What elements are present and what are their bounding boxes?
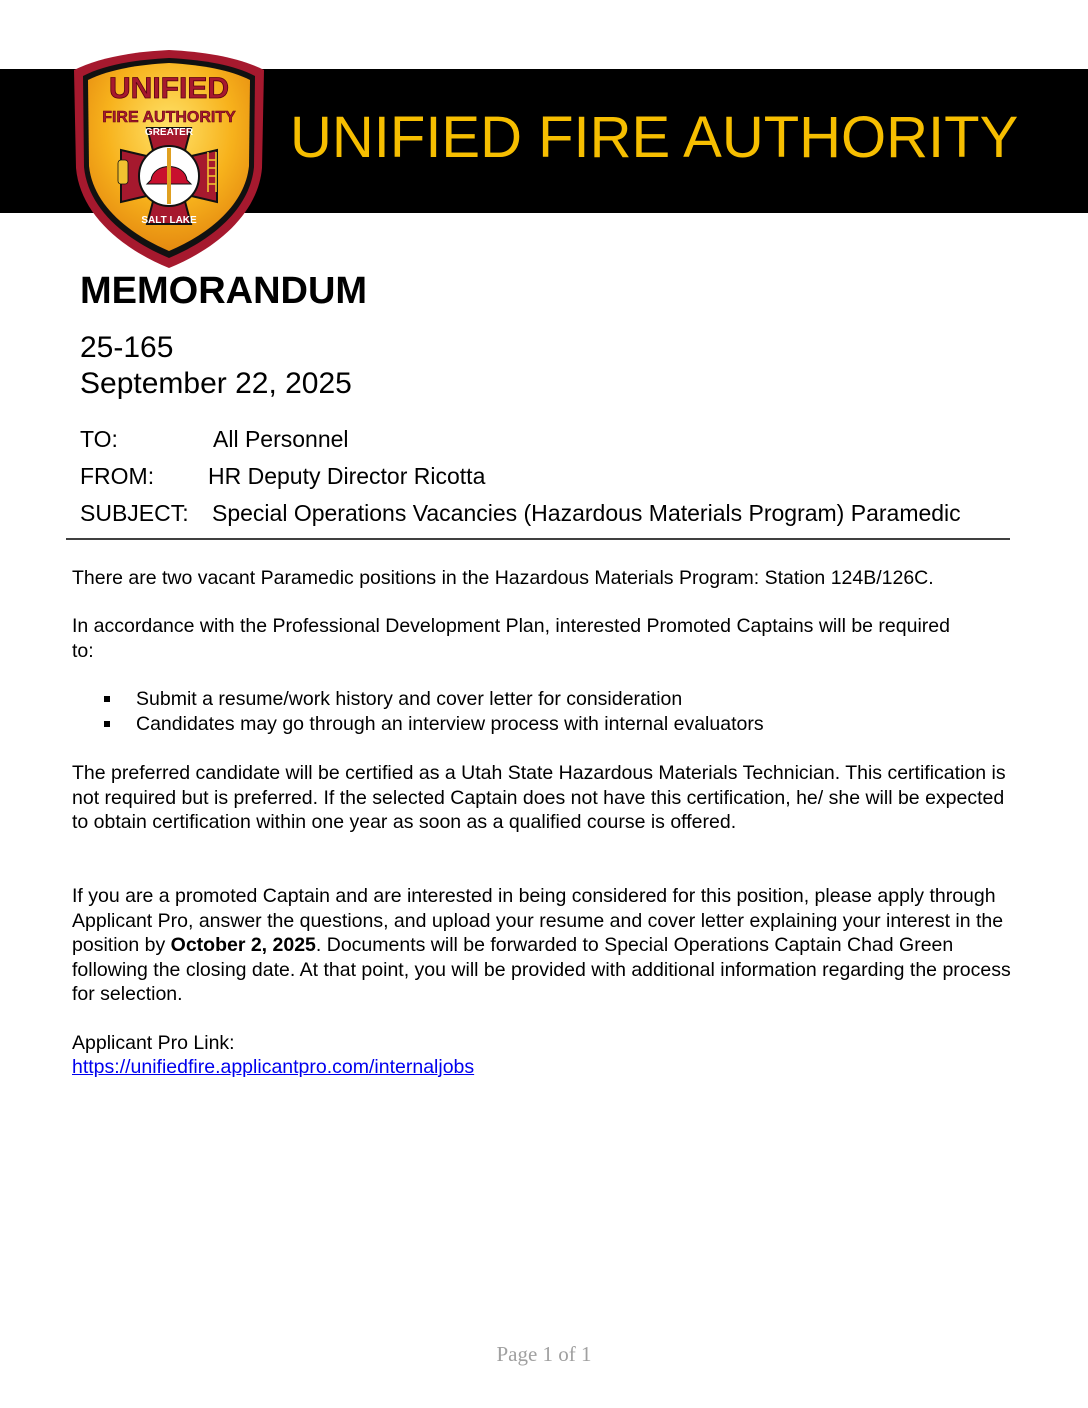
crest-text-upper: GREATER [144,127,194,138]
bullet-icon [104,721,110,727]
list-item [104,687,764,712]
memo-title: MEMORANDUM [80,270,368,312]
ufa-crest-logo [70,48,268,270]
application-text-end: . Documents will be forwarded to Special Operations Captain Chad Green following the closing date. At that point, you will be provided with additional information regarding the process for selection. [72,934,1011,1005]
from-value: HR Deputy Director Ricotta [208,463,486,489]
deadline-date: October 2, 2025 [170,934,316,956]
subject-label: SUBJECT: [80,500,189,526]
from-label: FROM: [80,463,155,489]
list-item-text: Submit a resume/work history and cover letter for consideration [136,688,683,710]
application-text-start: If you are a promoted Captain and are interested in being considered for this position, please apply through Applicant Pro, answer the questions, and upload your resume and cover letter explaining your interest in the position by [72,885,1004,956]
applicant-pro-link-text[interactable]: https://unifiedfire.applicantpro.com/internaljobs [72,1056,475,1078]
applicant-pro-link[interactable] [72,1055,474,1080]
list-item [104,712,764,737]
memo-date: September 22, 2025 [80,367,352,400]
paragraph-vacancies: There are two vacant Paramedic positions in the Hazardous Materials Program: Station 124B/126C. [72,567,934,589]
hydrant-icon [118,160,128,184]
bullet-icon [104,696,110,702]
paragraph-requirements: In accordance with the Professional Development Plan, interested Promoted Captains will be required to: [72,615,950,662]
to-value: All Personnel [213,426,349,452]
link-label: Applicant Pro Link: [72,1032,235,1054]
paragraph-application [72,884,1027,1007]
to-label: TO: [80,426,118,452]
list-item-text: Candidates may go through an interview process with internal evaluators [136,712,764,735]
memo-number: 25-165 [80,331,174,364]
crest-text-arc: FIRE AUTHORITY [102,109,236,126]
crest-text-lower: SALT LAKE [141,215,197,226]
org-title: UNIFIED FIRE AUTHORITY [290,105,1019,170]
requirements-list [104,687,764,736]
paragraph-certification: The preferred candidate will be certified as a Utah State Hazardous Materials Technician. This certification is not required but is preferred. If the selected Captain does not have this certification, he/ she will be expected to obtain certification within one year as soon as a qualified course is offered. [72,762,1006,833]
crest-text-top: UNIFIED [109,72,229,105]
page-number: Page 1 of 1 [496,1342,592,1366]
header-divider [66,538,1010,540]
subject-value: Special Operations Vacancies (Hazardous Materials Program) Paramedic [212,500,961,526]
